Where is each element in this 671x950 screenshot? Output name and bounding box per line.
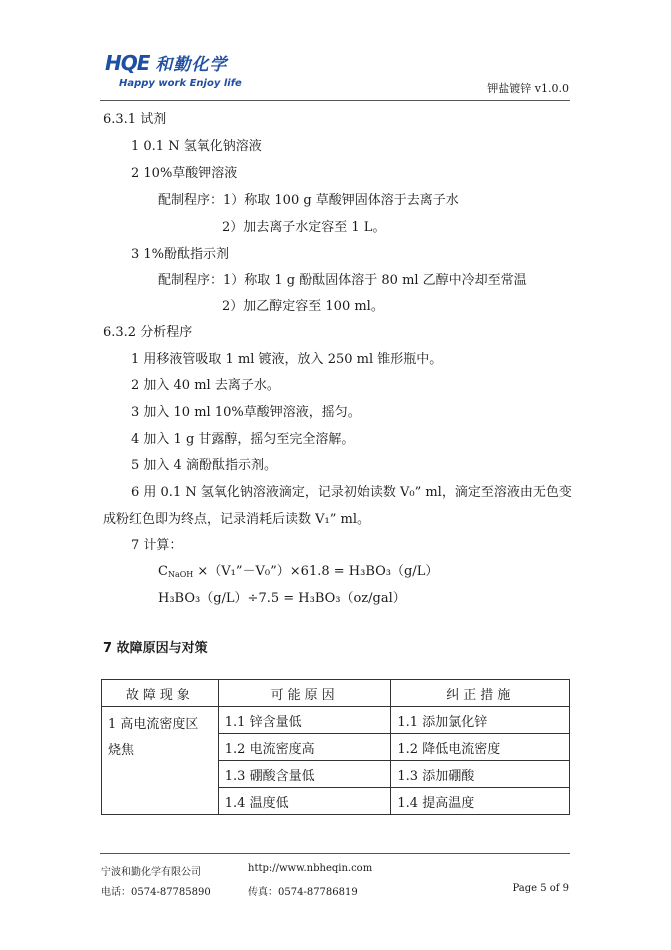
procedure-step: 4 加入 1 g 甘露醇，摇匀至完全溶解。 [131,432,355,447]
logo-text: 和勤化学 [155,55,228,75]
reagent-item: 2 10%草酸钾溶液 [131,166,238,181]
procedure-step: 5 加入 4 滴酚酞指示剂。 [131,458,277,473]
header-fix: 纠正措施 [391,680,570,707]
prep-step: 2）加乙醇定容至 100 ml。 [222,299,384,314]
table-header-row [102,680,570,707]
formula-conversion: H₃BO₃（g/L）÷7.5 = H₃BO₃（oz/gal） [158,591,406,606]
prep-step: 配制程序：1）称取 100 g 草酸钾固体溶于去离子水 [158,193,459,208]
page-number: Page 5 of 9 [512,883,569,894]
fix-cell: 1.3 添加硼酸 [391,761,570,788]
footer-rule [100,853,570,854]
footer-url[interactable]: http://www.nbheqin.com [248,863,373,874]
cause-cell: 1.3 硼酸含量低 [218,761,391,788]
procedure-step: 1 用移液管吸取 1 ml 镀液，放入 250 ml 锥形瓶中。 [131,352,443,367]
section-632-heading: 6.3.2 分析程序 [103,325,193,340]
procedure-step: 6 用 0.1 N 氢氧化钠溶液滴定，记录初始读数 V₀” ml，滴定至溶液由无色变 [131,485,572,500]
fix-cell: 1.2 降低电流密度 [391,734,570,761]
section-631-heading: 6.3.1 试剂 [103,112,167,127]
fix-cell: 1.4 提高温度 [391,788,570,815]
symptom-cell: 1 高电流密度区 烧焦 [102,707,219,815]
procedure-step: 2 加入 40 ml 去离子水。 [131,378,280,393]
footer-company: 宁波和勤化学有限公司 [101,867,201,878]
logo-slogan: Happy work Enjoy life [119,78,242,89]
procedure-step: 7 计算： [131,538,183,553]
table-row [102,707,570,734]
cause-cell: 1.4 温度低 [218,788,391,815]
company-logo [105,50,242,89]
reagent-item: 1 0.1 N 氢氧化钠溶液 [131,139,262,154]
formula-naoh: $C_{NaOH}$ ×（V₁”－V₀”）×61.8 = H₃BO₃（g/L） [158,564,439,579]
header-rule [100,100,570,101]
cause-cell: 1.2 电流密度高 [218,734,391,761]
procedure-step-continued: 成粉红色即为终点，记录消耗后读数 V₁” ml。 [103,512,370,527]
fault-table [101,679,570,815]
footer-phone: 电话：0574-87785890 [101,887,211,898]
reagent-item: 3 1%酚酞指示剂 [131,247,230,262]
prep-step: 2）加去离子水定容至 1 L。 [222,220,386,235]
section-7-heading: 7 故障原因与对策 [103,641,208,656]
procedure-step: 3 加入 10 ml 10%草酸钾溶液，摇匀。 [131,405,361,420]
footer-fax: 传真：0574-87786819 [248,887,358,898]
fix-cell: 1.1 添加氯化锌 [391,707,570,734]
cause-cell: 1.1 锌含量低 [218,707,391,734]
document-tag: 钾盐镀锌 v1.0.0 [487,82,569,95]
header-cause: 可能原因 [218,680,391,707]
prep-step: 配制程序：1）称取 1 g 酚酞固体溶于 80 ml 乙醇中冷却至常温 [158,273,527,288]
header-symptom: 故障现象 [102,680,219,707]
logo-mark: HQE [105,50,150,75]
